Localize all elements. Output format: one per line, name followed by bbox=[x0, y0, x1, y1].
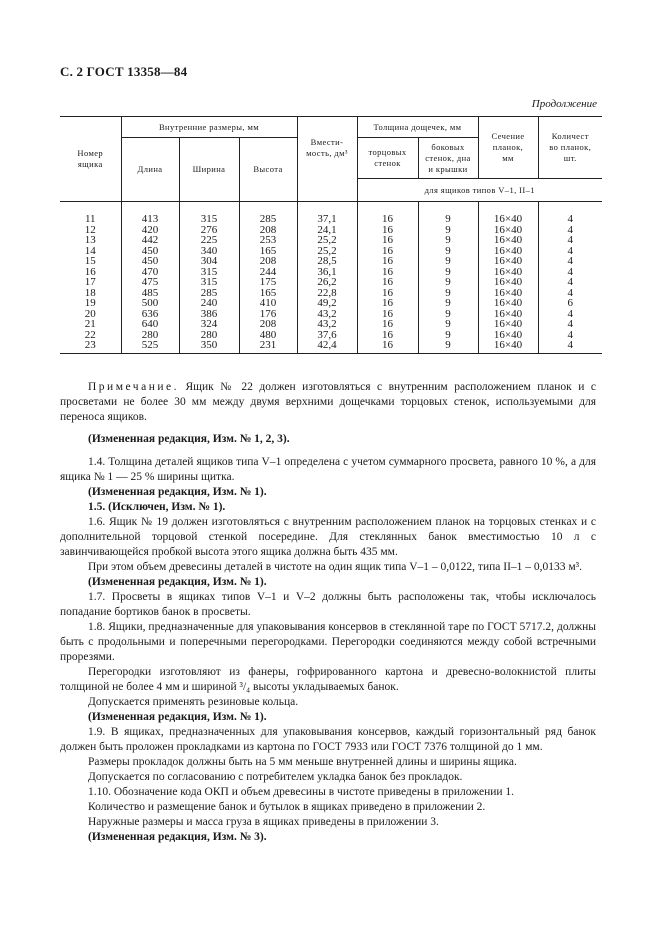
cell-slat-count: 4 bbox=[538, 214, 602, 225]
header-capacity: Вмести- мость, дм³ bbox=[297, 117, 357, 179]
cell-slat-section: 16×40 bbox=[478, 298, 538, 309]
cell-box-number: 17 bbox=[84, 276, 96, 288]
cell-slat-count: 4 bbox=[538, 319, 602, 330]
cell-slat-count: 4 bbox=[538, 246, 602, 257]
cell-box-number: 12 bbox=[84, 223, 96, 236]
paragraph-1-10-sizes: Наружные размеры и масса груза в ящиках приведены в приложении 3. bbox=[88, 816, 439, 828]
cell-slat-count: 4 bbox=[538, 256, 602, 267]
cell-length: 420 bbox=[121, 225, 179, 236]
header-slat-count: Количест во планок, шт. bbox=[538, 117, 602, 179]
cell-slat-count: 4 bbox=[538, 235, 602, 246]
amendment-note: (Измененная редакция, Изм. № 1). bbox=[88, 486, 267, 498]
header-width: Ширина bbox=[179, 138, 239, 202]
cell-length: 525 bbox=[121, 340, 179, 353]
cell-box-number: 22 bbox=[84, 328, 96, 341]
cell-box-number: 16 bbox=[84, 265, 96, 278]
table-row bbox=[60, 256, 602, 267]
cell-capacity: 28,5 bbox=[297, 256, 357, 267]
cell-end-wall-thickness: 16 bbox=[357, 256, 418, 267]
cell-slat-section: 16×40 bbox=[478, 288, 538, 299]
cell-capacity: 26,2 bbox=[297, 277, 357, 288]
cell-width: 315 bbox=[179, 214, 239, 225]
header-board-thickness: Толщина дощечек, мм bbox=[357, 117, 478, 138]
cell-height: 208 bbox=[239, 319, 297, 330]
cell-height: 165 bbox=[239, 288, 297, 299]
paragraph-1-5: 1.5. (Исключен, Изм. № 1). bbox=[88, 501, 226, 513]
cell-length: 636 bbox=[121, 309, 179, 320]
paragraph-1-8-rings: Допускается применять резиновые кольца. bbox=[88, 696, 299, 708]
cell-side-wall-thickness: 9 bbox=[418, 267, 478, 278]
cell-length: 413 bbox=[121, 214, 179, 225]
table-row bbox=[60, 277, 602, 288]
amendment-note: (Измененная редакция, Изм. № 3). bbox=[88, 831, 267, 843]
cell-slat-section: 16×40 bbox=[478, 340, 538, 353]
cell-slat-count: 4 bbox=[538, 330, 602, 341]
cell-box-number: 13 bbox=[84, 234, 96, 246]
cell-length: 450 bbox=[121, 256, 179, 267]
cell-side-wall-thickness: 9 bbox=[418, 277, 478, 288]
cell-width: 315 bbox=[179, 267, 239, 278]
cell-slat-section: 16×40 bbox=[478, 246, 538, 257]
paragraph-1-9-sizes: Размеры прокладок должны быть на 5 мм меньше внутренней длины и ширины ящика. bbox=[88, 756, 517, 768]
cell-slat-count: 4 bbox=[538, 277, 602, 288]
cell-end-wall-thickness: 16 bbox=[357, 288, 418, 299]
paragraph-1-8: 1.8. Ящики, предназначенные для упаковывания консервов в стеклянной таре по ГОСТ 5717.2, должны быть с продольными и поперечными перегородками. Перегородки соединяются между собой встречными прорезями. bbox=[60, 621, 596, 663]
cell-height: 208 bbox=[239, 225, 297, 236]
cell-height: 285 bbox=[239, 214, 297, 225]
header-length: Длина bbox=[121, 138, 179, 202]
cell-width: 280 bbox=[179, 330, 239, 341]
cell-box-number: 15 bbox=[84, 255, 96, 267]
table-row bbox=[60, 298, 602, 309]
cell-height: 175 bbox=[239, 277, 297, 288]
cell-box-number: 19 bbox=[84, 297, 96, 309]
cell-capacity: 24,1 bbox=[297, 225, 357, 236]
cell-width: 324 bbox=[179, 319, 239, 330]
cell-side-wall-thickness: 9 bbox=[418, 330, 478, 341]
cell-end-wall-thickness: 16 bbox=[357, 235, 418, 246]
cell-capacity: 25,2 bbox=[297, 246, 357, 257]
cell-capacity: 49,2 bbox=[297, 298, 357, 309]
cell-height: 165 bbox=[239, 246, 297, 257]
cell-length: 500 bbox=[121, 298, 179, 309]
cell-width: 340 bbox=[179, 246, 239, 257]
cell-capacity: 37,1 bbox=[297, 214, 357, 225]
cell-height: 176 bbox=[239, 309, 297, 320]
cell-capacity: 22,8 bbox=[297, 288, 357, 299]
cell-width: 315 bbox=[179, 277, 239, 288]
cell-slat-section: 16×40 bbox=[478, 225, 538, 236]
cell-slat-section: 16×40 bbox=[478, 256, 538, 267]
header-inner-dimensions: Внутренние размеры, мм bbox=[121, 117, 297, 138]
cell-width: 350 bbox=[179, 340, 239, 353]
cell-side-wall-thickness: 9 bbox=[418, 340, 478, 353]
paragraph-1-6-volume: При этом объем древесины деталей в чистоте на один ящик типа V–1 – 0,0122, типа II–1 – 0,0133 м³. bbox=[88, 561, 583, 573]
table-row bbox=[60, 235, 602, 246]
header-slat-section: Сечение планок, мм bbox=[478, 117, 538, 179]
cell-slat-count: 4 bbox=[538, 309, 602, 320]
cell-capacity: 37,6 bbox=[297, 330, 357, 341]
cell-end-wall-thickness: 16 bbox=[357, 267, 418, 278]
cell-side-wall-thickness: 9 bbox=[418, 214, 478, 225]
cell-width: 304 bbox=[179, 256, 239, 267]
header-height: Высота bbox=[239, 138, 297, 202]
cell-slat-section: 16×40 bbox=[478, 235, 538, 246]
cell-end-wall-thickness: 16 bbox=[357, 298, 418, 309]
cell-slat-section: 16×40 bbox=[478, 330, 538, 341]
cell-height: 231 bbox=[239, 340, 297, 353]
cell-width: 225 bbox=[179, 235, 239, 246]
cell-height: 208 bbox=[239, 256, 297, 267]
cell-length: 280 bbox=[121, 330, 179, 341]
cell-slat-count: 4 bbox=[538, 288, 602, 299]
header-box-types: для ящиков типов V–1, II–1 bbox=[357, 179, 602, 202]
cell-capacity: 42,4 bbox=[297, 340, 357, 353]
cell-box-number: 11 bbox=[84, 213, 96, 225]
cell-width: 240 bbox=[179, 298, 239, 309]
cell-side-wall-thickness: 9 bbox=[418, 225, 478, 236]
cell-slat-count: 6 bbox=[538, 298, 602, 309]
cell-slat-count: 4 bbox=[538, 225, 602, 236]
cell-length: 640 bbox=[121, 319, 179, 330]
cell-side-wall-thickness: 9 bbox=[418, 235, 478, 246]
document-body bbox=[60, 380, 596, 845]
box-dimensions-table bbox=[60, 116, 602, 354]
amendment-note: (Измененная редакция, Изм. № 1, 2, 3). bbox=[88, 433, 290, 445]
cell-slat-section: 16×40 bbox=[478, 309, 538, 320]
cell-end-wall-thickness: 16 bbox=[357, 214, 418, 225]
cell-width: 285 bbox=[179, 288, 239, 299]
page-title: С. 2 ГОСТ 13358—84 bbox=[60, 64, 188, 79]
cell-length: 442 bbox=[121, 235, 179, 246]
paragraph-1-10-count: Количество и размещение банок и бутылок в ящиках приведено в приложении 2. bbox=[88, 801, 486, 813]
paragraph-1-9-allowed: Допускается по согласованию с потребителем укладка банок без прокладок. bbox=[88, 771, 463, 783]
paragraph-1-7: 1.7. Просветы в ящиках типов V–1 и V–2 должны быть расположены так, чтобы исключалось попадание бортиков банок в просветы. bbox=[60, 591, 596, 618]
cell-capacity: 36,1 bbox=[297, 267, 357, 278]
cell-length: 475 bbox=[121, 277, 179, 288]
cell-box-number: 21 bbox=[84, 318, 96, 330]
cell-height: 480 bbox=[239, 330, 297, 341]
cell-side-wall-thickness: 9 bbox=[418, 288, 478, 299]
table-row bbox=[60, 214, 602, 225]
cell-slat-section: 16×40 bbox=[478, 267, 538, 278]
cell-length: 470 bbox=[121, 267, 179, 278]
cell-side-wall-thickness: 9 bbox=[418, 246, 478, 257]
paragraph-1-10: 1.10. Обозначение кода ОКП и объем древесины в чистоте приведены в приложении 1. bbox=[88, 786, 515, 798]
cell-end-wall-thickness: 16 bbox=[357, 319, 418, 330]
table-row bbox=[60, 319, 602, 330]
cell-height: 244 bbox=[239, 267, 297, 278]
cell-slat-count: 4 bbox=[538, 267, 602, 278]
cell-end-wall-thickness: 16 bbox=[357, 340, 418, 353]
cell-slat-count: 4 bbox=[538, 340, 602, 353]
cell-end-wall-thickness: 16 bbox=[357, 246, 418, 257]
cell-side-wall-thickness: 9 bbox=[418, 309, 478, 320]
cell-end-wall-thickness: 16 bbox=[357, 309, 418, 320]
continuation-label: Продолжение bbox=[531, 98, 597, 110]
cell-capacity: 43,2 bbox=[297, 309, 357, 320]
cell-capacity: 25,2 bbox=[297, 235, 357, 246]
cell-height: 253 bbox=[239, 235, 297, 246]
cell-box-number: 23 bbox=[60, 340, 121, 353]
cell-box-number: 14 bbox=[84, 244, 96, 257]
cell-length: 450 bbox=[121, 246, 179, 257]
amendment-note: (Измененная редакция, Изм. № 1). bbox=[88, 576, 267, 588]
cell-capacity: 43,2 bbox=[297, 319, 357, 330]
cell-box-number: 18 bbox=[84, 286, 96, 299]
cell-slat-section: 16×40 bbox=[478, 319, 538, 330]
cell-side-wall-thickness: 9 bbox=[418, 256, 478, 267]
header-side-walls: боковых стенок, дна и крышки bbox=[418, 138, 478, 179]
cell-slat-section: 16×40 bbox=[478, 214, 538, 225]
cell-width: 276 bbox=[179, 225, 239, 236]
note: Примечание. Ящик № 22 должен изготовляться с внутренним расположением планок и с просветами не более 30 мм между двумя верхними дощечками торцовых стенок, используемыми для переноса ящиков. bbox=[60, 381, 596, 423]
cell-length: 485 bbox=[121, 288, 179, 299]
cell-width: 386 bbox=[179, 309, 239, 320]
cell-end-wall-thickness: 16 bbox=[357, 225, 418, 236]
cell-slat-section: 16×40 bbox=[478, 277, 538, 288]
paragraph-1-9: 1.9. В ящиках, предназначенных для упаковывания консервов, каждый горизонтальный ряд банок должен быть проложен прокладками из картона по ГОСТ 7933 или ГОСТ 7376 толщиной до 1 мм. bbox=[60, 726, 596, 753]
paragraph-1-8-partitions: Перегородки изготовляют из фанеры, гофрированного картона и древесно-волокнистой плиты толщиной не более 4 мм и шириной ³/₄ высоты укладываемых банок. bbox=[60, 666, 596, 693]
cell-side-wall-thickness: 9 bbox=[418, 319, 478, 330]
header-box-number: Номер ящика bbox=[60, 117, 121, 202]
cell-end-wall-thickness: 16 bbox=[357, 330, 418, 341]
amendment-note: (Измененная редакция, Изм. № 1). bbox=[88, 711, 267, 723]
table-row bbox=[60, 340, 602, 353]
paragraph-1-4: 1.4. Толщина деталей ящиков типа V–1 определена с учетом суммарного просвета, равного 10 %, а для ящика № 1 — 25 % ширины щитка. bbox=[60, 456, 596, 483]
cell-height: 410 bbox=[239, 298, 297, 309]
header-end-walls: торцовых стенок bbox=[357, 138, 418, 179]
cell-box-number: 20 bbox=[84, 307, 96, 320]
paragraph-1-6: 1.6. Ящик № 19 должен изготовляться с внутренним расположением планок на торцовых стенках и с дополнительной торцовой стенкой посередине. Для стеклянных банок вместимостью 10 л с завинчивающейся пробкой высота этого ящика должна быть 435 мм. bbox=[60, 516, 596, 558]
cell-end-wall-thickness: 16 bbox=[357, 277, 418, 288]
cell-side-wall-thickness: 9 bbox=[418, 298, 478, 309]
